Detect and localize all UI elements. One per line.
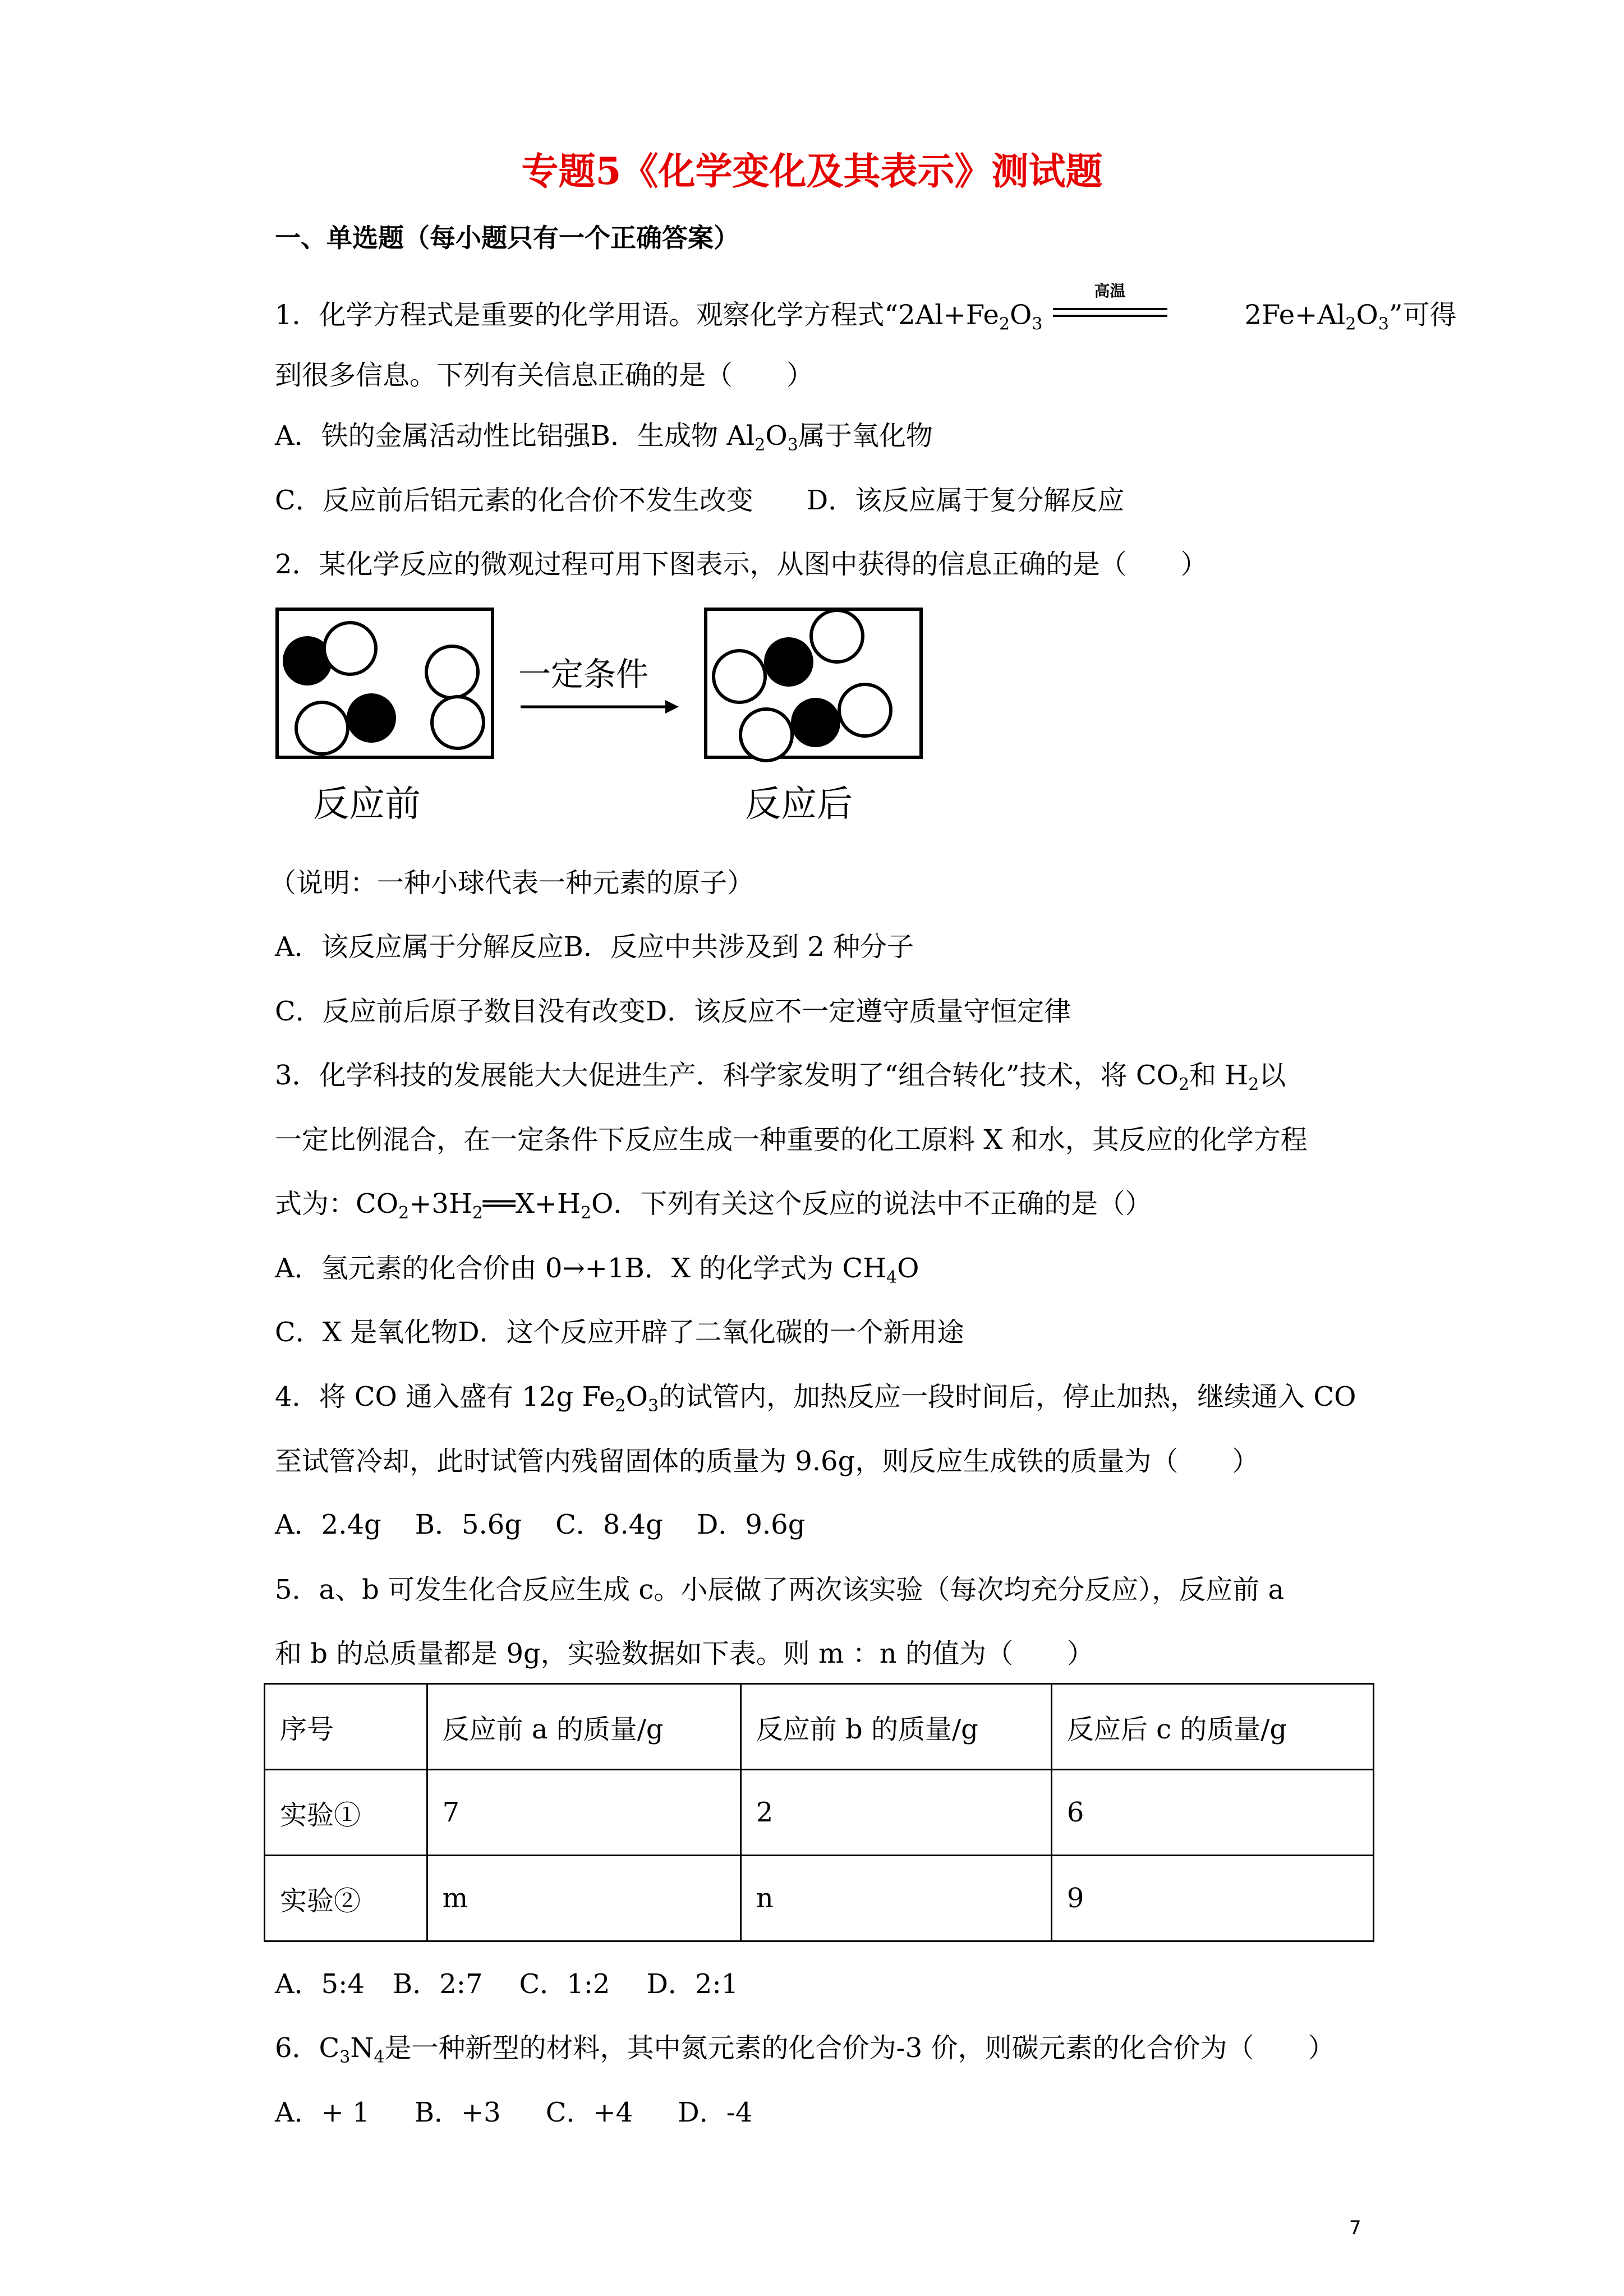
condition-label: 高温 xyxy=(1094,282,1126,300)
q4-text: O xyxy=(625,1381,648,1412)
q6-text: 6．C xyxy=(275,2032,340,2064)
q1-option-c: C．反应前后铝元素的化合价不发生改变 xyxy=(275,485,753,516)
atom-light xyxy=(324,623,376,674)
atom-light xyxy=(714,651,765,702)
table-cell: 7 xyxy=(427,1770,740,1856)
atom-light xyxy=(426,646,478,698)
q3-line3 xyxy=(275,1188,1152,1223)
data-table xyxy=(264,1683,1374,1942)
q1-text-c: 2Fe+Al xyxy=(1244,299,1346,331)
table-header-cell: 序号 xyxy=(265,1684,427,1770)
q4-sub: 3 xyxy=(648,1396,659,1416)
q3-text: +3H xyxy=(409,1188,472,1220)
q6-option-d: D．-4 xyxy=(678,2097,753,2128)
q3-sub: 2 xyxy=(580,1203,592,1223)
after-label: 反应后 xyxy=(745,784,853,825)
q3-text: 3．化学科技的发展能大大促进生产．科学家发明了“组合转化”技术，将 CO xyxy=(275,1060,1179,1091)
atom-dark xyxy=(347,693,396,743)
q2-stem: 2．某化学反应的微观过程可用下图表示，从图中获得的信息正确的是（ ） xyxy=(275,549,1208,580)
q4-text: 的试管内，加热反应一段时间后，停止加热，继续通入 CO xyxy=(659,1381,1356,1412)
q4-option-d: D．9.6g xyxy=(696,1509,806,1540)
q3-option-b-text: O xyxy=(897,1253,919,1284)
q4-options xyxy=(275,1511,805,1538)
q1-sub: 2 xyxy=(1345,314,1356,334)
section-heading: 一、单选题（每小题只有一个正确答案） xyxy=(275,223,739,253)
before-label: 反应前 xyxy=(313,784,421,825)
q4-line2: 至试管冷却，此时试管内残留固体的质量为 9.6g，则反应生成铁的质量为（ ） xyxy=(275,1446,1259,1477)
q1-options-ab xyxy=(275,420,933,455)
q1-option-b: B．生成物 Al xyxy=(590,420,755,452)
q5-option-a: A．5:4 xyxy=(275,1968,365,2000)
atom-light xyxy=(811,610,863,662)
q6-sub: 3 xyxy=(339,2047,351,2067)
table-cell: 9 xyxy=(1051,1856,1373,1941)
q3-options-ab xyxy=(275,1253,919,1287)
q2-option-d: D．该反应不一定遵守质量守恒定律 xyxy=(645,996,1071,1027)
table-header-cell: 反应前 a 的质量/g xyxy=(427,1684,740,1770)
table-row xyxy=(265,1856,1374,1941)
page-title: 专题5《化学变化及其表示》测试题 xyxy=(521,149,1103,193)
q6-option-b: B．+3 xyxy=(414,2097,501,2128)
q1-text-e: ”可得 xyxy=(1388,299,1457,331)
table-cell: m xyxy=(427,1856,740,1941)
table-cell: 2 xyxy=(740,1770,1051,1856)
atom-light xyxy=(296,702,348,754)
q3-option-b: B．X 的化学式为 CH xyxy=(624,1253,887,1284)
q3-sub: 2 xyxy=(472,1203,483,1223)
q1-text-d: O xyxy=(1356,299,1378,331)
q6-line1 xyxy=(275,2032,1335,2067)
q2-option-c: C．反应前后原子数目没有改变 xyxy=(275,996,646,1027)
q1-option-a: A．铁的金属活动性比铝强 xyxy=(275,420,591,452)
q3-options-cd xyxy=(275,1319,964,1346)
q3-sub: 2 xyxy=(1178,1075,1190,1094)
q3-text: 式为：CO xyxy=(275,1188,399,1220)
q2-option-b: B．反应中共涉及到 2 种分子 xyxy=(563,931,914,963)
q1-text-b: O xyxy=(1010,299,1032,331)
q2-option-a: A．该反应属于分解反应 xyxy=(275,931,564,963)
q4-line1 xyxy=(275,1381,1356,1416)
table-row xyxy=(265,1770,1374,1856)
q5-option-c: C．1:2 xyxy=(519,1968,610,2000)
q5-options xyxy=(275,1968,739,2000)
q3-option-c: C．X 是氧化物 xyxy=(275,1317,458,1348)
table-cell: 实验② xyxy=(265,1856,427,1941)
q3-option-d: D．这个反应开辟了二氧化碳的一个新用途 xyxy=(458,1317,964,1348)
before-box xyxy=(277,609,493,757)
q2-options-ab xyxy=(275,931,914,963)
table-header-cell: 反应前 b 的质量/g xyxy=(740,1684,1051,1770)
atom-light xyxy=(740,709,792,761)
q6-text: N xyxy=(350,2032,374,2064)
q3-sub: 2 xyxy=(1248,1075,1259,1094)
q3-text: 以 xyxy=(1259,1060,1286,1091)
table-header-row xyxy=(265,1684,1374,1770)
q4-text: 4．将 CO 通入盛有 12g Fe xyxy=(275,1381,615,1412)
q1-sub: 2 xyxy=(755,435,766,455)
atom-light xyxy=(839,684,891,736)
q1-line2: 到很多信息。下列有关信息正确的是（ ） xyxy=(275,360,814,391)
q4-sub: 2 xyxy=(615,1396,626,1416)
q3-text: 和 H xyxy=(1189,1060,1249,1091)
arrow xyxy=(521,700,679,714)
q2-options-cd xyxy=(275,998,1071,1025)
q2-note: （说明：一种小球代表一种元素的原子） xyxy=(269,867,755,899)
atom-dark xyxy=(764,637,813,687)
q5-line2: 和 b 的总质量都是 9g，实验数据如下表。则 m ：n 的值为（ ） xyxy=(275,1638,1094,1669)
q6-option-a: A．+ 1 xyxy=(275,2097,370,2128)
q1-line1 xyxy=(275,282,1457,334)
arrow-label: 一定条件 xyxy=(518,655,649,693)
table-cell: n xyxy=(740,1856,1051,1941)
page-number: 7 xyxy=(1349,2217,1361,2239)
q1-option-b-text: O xyxy=(765,420,788,452)
q6-options xyxy=(275,2099,752,2126)
q4-option-c: C．8.4g xyxy=(555,1509,663,1540)
q6-option-c: C．+4 xyxy=(545,2097,633,2128)
q3-line1 xyxy=(275,1060,1286,1094)
q1-text-a: 1．化学方程式是重要的化学用语。观察化学方程式“2Al+Fe xyxy=(275,299,999,331)
atom-light xyxy=(432,697,484,748)
q1-sub: 2 xyxy=(999,314,1010,334)
q1-sub: 3 xyxy=(1378,314,1389,334)
after-box xyxy=(706,609,921,761)
q3-option-a: A．氢元素的化合价由 0→+1 xyxy=(275,1253,625,1284)
q1-sub: 3 xyxy=(787,435,798,455)
table-header-cell: 反应后 c 的质量/g xyxy=(1051,1684,1373,1770)
q4-option-b: B．5.6g xyxy=(415,1509,522,1540)
q3-text: ══X+H xyxy=(482,1188,581,1220)
q5-option-b: B．2:7 xyxy=(392,1968,483,2000)
q1-sub: 3 xyxy=(1032,314,1043,334)
q1-option-b-text: 属于氧化物 xyxy=(798,420,933,452)
q3-line2: 一定比例混合，在一定条件下反应生成一种重要的化工原料 X 和水，其反应的化学方程 xyxy=(275,1124,1308,1156)
reaction-condition xyxy=(1048,282,1172,334)
q5-option-d: D．2:1 xyxy=(646,1968,739,2000)
q6-text: 是一种新型的材料，其中氮元素的化合价为-3 价，则碳元素的化合价为（ ） xyxy=(384,2032,1335,2064)
atom-dark xyxy=(791,698,840,747)
table-cell: 实验① xyxy=(265,1770,427,1856)
q5-line1: 5．a、b 可发生化合反应生成 c。小辰做了两次该实验（每次均充分反应），反应前 a xyxy=(275,1574,1285,1605)
q4-option-a: A．2.4g xyxy=(275,1509,381,1540)
q3-sub: 4 xyxy=(886,1268,898,1287)
q6-sub: 4 xyxy=(374,2047,385,2067)
q1-options-cd xyxy=(275,487,1124,514)
q1-option-d: D．该反应属于复分解反应 xyxy=(806,485,1125,516)
table-cell: 6 xyxy=(1051,1770,1373,1856)
q3-text: O．下列有关这个反应的说法中不正确的是（） xyxy=(591,1188,1152,1220)
reaction-diagram xyxy=(274,606,936,830)
q3-sub: 2 xyxy=(398,1203,410,1223)
